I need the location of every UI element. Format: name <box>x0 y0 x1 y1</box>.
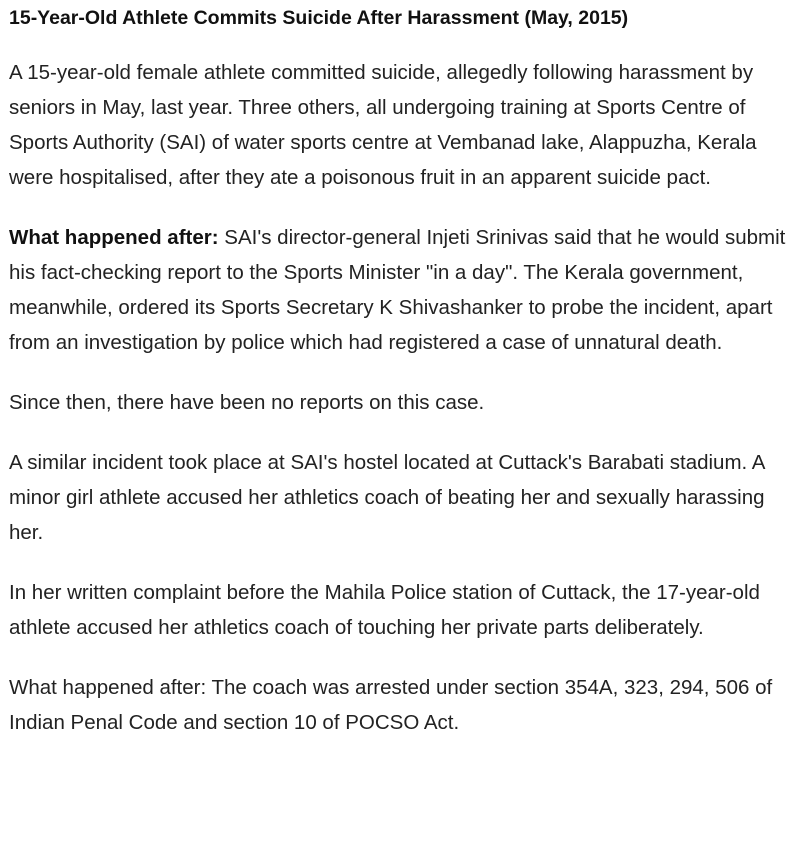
article-headline: 15-Year-Old Athlete Commits Suicide After Harassment (May, 2015) <box>9 7 629 29</box>
paragraph-lead-label: What happened after: <box>9 226 219 249</box>
paragraph-aftermath-text: SAI's director-general Injeti Srinivas said that he would submit his fact-checking report to the Sports Minister "in a day". The Kerala government, meanwhile, ordered its Sports Secretary K Shivashanker to probe the incident, apart from an investigation by police which had registered a case of unnatural death. <box>9 226 786 354</box>
paragraph-aftermath <box>9 220 795 360</box>
paragraph-arrest: What happened after: The coach was arrested under section 354A, 323, 294, 506 of Indian Penal Code and section 10 of POCSO Act. <box>9 676 773 734</box>
paragraph-incident: A 15-year-old female athlete committed suicide, allegedly following harassment by seniors in May, last year. Three others, all undergoing training at Sports Centre of Sports Authority (SAI) of water sports centre at Vembanad lake, Alappuzha, Kerala were hospitalised, after they ate a poisonous fruit in an apparent suicide pact. <box>9 61 757 189</box>
article-body <box>0 5 805 740</box>
paragraph-complaint: In her written complaint before the Mahila Police station of Cuttack, the 17-year-old athlete accused her athletics coach of touching her private parts deliberately. <box>9 581 760 639</box>
paragraph-status: Since then, there have been no reports on this case. <box>9 391 485 414</box>
paragraph-similar-incident: A similar incident took place at SAI's hostel located at Cuttack's Barabati stadium. A minor girl athlete accused her athletics coach of beating her and sexually harassing her. <box>9 451 765 544</box>
